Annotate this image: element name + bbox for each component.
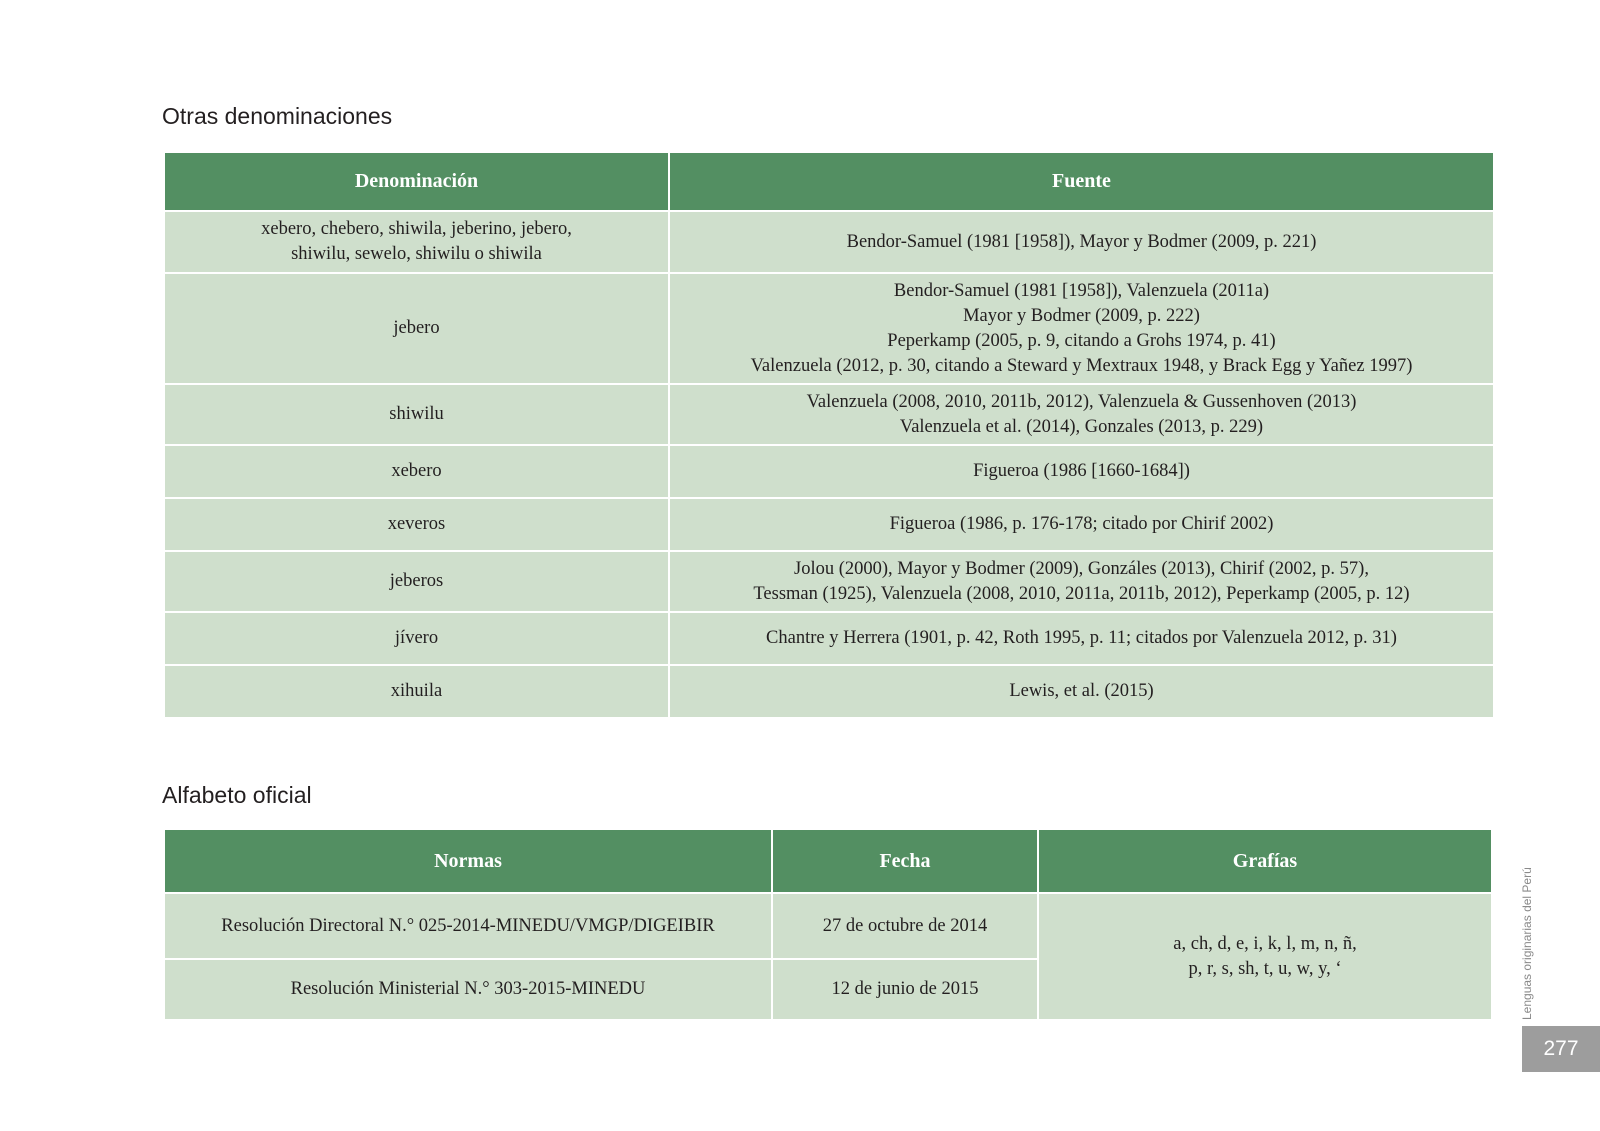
denominacion-cell-line: xebero, chebero, shiwila, jeberino, jebero, bbox=[261, 219, 572, 239]
alfabeto-table bbox=[163, 828, 1493, 1021]
column-header-fuente: Fuente bbox=[669, 152, 1494, 211]
fuente-cell-line: Valenzuela et al. (2014), Gonzales (2013, p. 229) bbox=[899, 416, 1264, 437]
denominacion-cell bbox=[164, 665, 669, 718]
fuente-cell-line: Bendor-Samuel (1981 [1958]), Valenzuela (2011a) bbox=[893, 280, 1270, 301]
denominacion-cell-line: xeveros bbox=[387, 514, 446, 534]
denominacion-cell bbox=[164, 498, 669, 551]
column-header-grafias: Grafías bbox=[1038, 829, 1492, 893]
fuente-cell-line: Valenzuela (2008, 2010, 2011b, 2012), Valenzuela & Gussenhoven (2013) bbox=[806, 391, 1357, 412]
page-number: 277 bbox=[1522, 1026, 1600, 1072]
fuente-cell bbox=[669, 498, 1494, 551]
denominaciones-table bbox=[163, 151, 1495, 719]
fuente-cell-line: Tessman (1925), Valenzuela (2008, 2010, 2011a, 2011b, 2012), Peperkamp (2005, p. 12) bbox=[753, 583, 1410, 604]
column-header-normas: Normas bbox=[164, 829, 772, 893]
denominacion-cell-line: shiwilu bbox=[389, 404, 444, 424]
denominacion-cell-line: xihuila bbox=[390, 681, 443, 701]
denominacion-cell-line: xebero bbox=[391, 461, 442, 481]
table-row bbox=[164, 498, 1494, 551]
table-row bbox=[164, 384, 1494, 445]
section-title-alfabeto-oficial: Alfabeto oficial bbox=[162, 782, 312, 808]
grafias-line: p, r, s, sh, t, u, w, y, ‘ bbox=[1188, 958, 1342, 979]
table-row bbox=[164, 445, 1494, 498]
side-label: Lenguas originarias del Perú bbox=[1520, 867, 1534, 1020]
fuente-cell-line: Valenzuela (2012, p. 30, citando a Steward y Mextraux 1948, y Brack Egg y Yañez 1997) bbox=[750, 355, 1413, 376]
denominacion-cell-line: jebero bbox=[393, 318, 440, 338]
grafias-line: a, ch, d, e, i, k, l, m, n, ñ, bbox=[1173, 933, 1357, 954]
table-row bbox=[164, 612, 1494, 665]
table-header-row bbox=[164, 152, 1494, 211]
fuente-cell-line: Peperkamp (2005, p. 9, citando a Grohs 1974, p. 41) bbox=[887, 330, 1276, 351]
denominacion-cell bbox=[164, 273, 669, 384]
table-row bbox=[164, 665, 1494, 718]
table-row bbox=[164, 551, 1494, 612]
denominacion-cell-line: jívero bbox=[394, 628, 439, 648]
fecha-cell: 27 de octubre de 2014 bbox=[772, 893, 1038, 959]
denominacion-cell-line: shiwilu, sewelo, shiwilu o shiwila bbox=[291, 244, 542, 264]
fuente-cell bbox=[669, 551, 1494, 612]
denominacion-cell-line: jeberos bbox=[389, 571, 444, 591]
fuente-cell-line: Figueroa (1986, p. 176-178; citado por Chirif 2002) bbox=[889, 514, 1274, 534]
fuente-cell bbox=[669, 445, 1494, 498]
fuente-cell bbox=[669, 384, 1494, 445]
fuente-cell bbox=[669, 211, 1494, 273]
norma-cell: Resolución Directoral N.° 025-2014-MINEDU/VMGP/DIGEIBIR bbox=[164, 893, 772, 959]
denominacion-cell bbox=[164, 551, 669, 612]
fuente-cell-line: Chantre y Herrera (1901, p. 42, Roth 1995, p. 11; citados por Valenzuela 2012, p. 31) bbox=[766, 628, 1397, 648]
fuente-cell-line: Lewis, et al. (2015) bbox=[1009, 681, 1154, 701]
fuente-cell-line: Bendor-Samuel (1981 [1958]), Mayor y Bodmer (2009, p. 221) bbox=[846, 231, 1317, 252]
fecha-cell: 12 de junio de 2015 bbox=[772, 959, 1038, 1020]
section-title-otras-denominaciones: Otras denominaciones bbox=[162, 103, 393, 129]
fuente-cell-line: Mayor y Bodmer (2009, p. 222) bbox=[963, 305, 1200, 326]
grafias-cell bbox=[1038, 893, 1492, 1020]
fuente-cell-line: Jolou (2000), Mayor y Bodmer (2009), Gonzáles (2013), Chirif (2002, p. 57), bbox=[794, 558, 1369, 579]
column-header-denominacion: Denominación bbox=[164, 152, 669, 211]
table-header-row bbox=[164, 829, 1492, 893]
norma-cell: Resolución Ministerial N.° 303-2015-MINEDU bbox=[164, 959, 772, 1020]
denominacion-cell bbox=[164, 612, 669, 665]
fuente-cell bbox=[669, 273, 1494, 384]
denominacion-cell bbox=[164, 445, 669, 498]
column-header-fecha: Fecha bbox=[772, 829, 1038, 893]
fuente-cell bbox=[669, 612, 1494, 665]
table-row bbox=[164, 893, 1492, 959]
denominacion-cell bbox=[164, 211, 669, 273]
denominacion-cell bbox=[164, 384, 669, 445]
table-row bbox=[164, 273, 1494, 384]
fuente-cell bbox=[669, 665, 1494, 718]
fuente-cell-line: Figueroa (1986 [1660-1684]) bbox=[973, 461, 1190, 481]
table-row bbox=[164, 211, 1494, 273]
